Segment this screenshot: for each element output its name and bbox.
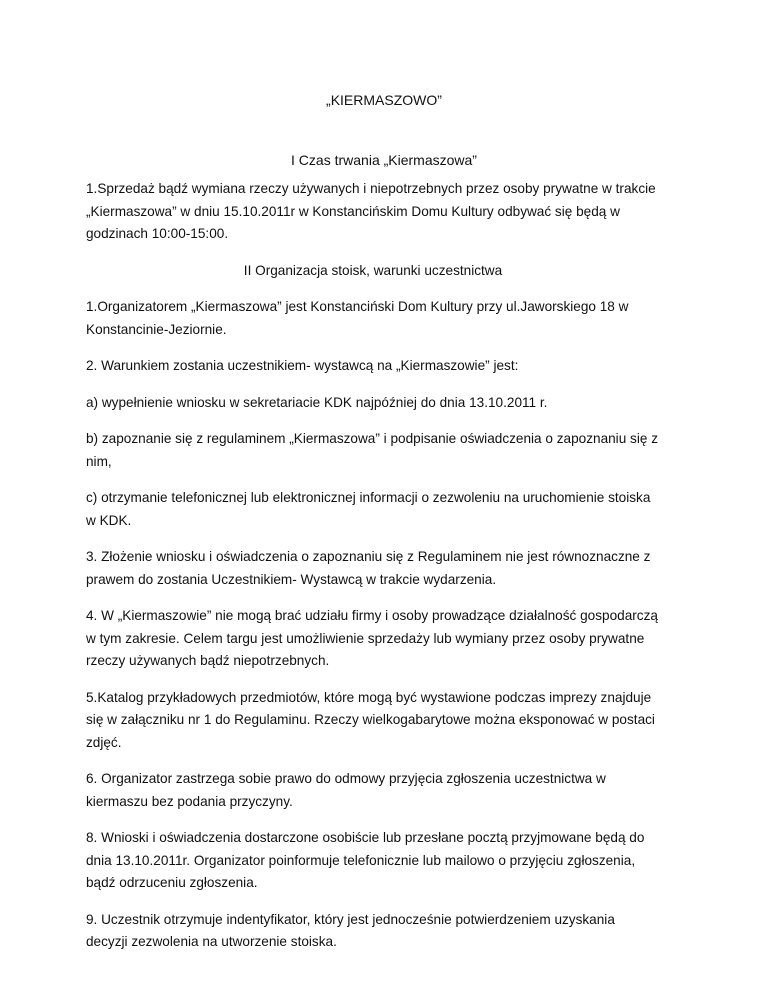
- document-body: [86, 178, 660, 968]
- paragraph-c: c) otrzymanie telefonicznej lub elektronicznej informacji o zezwoleniu na uruchomienie stoiska w KDK.: [86, 490, 651, 528]
- paragraph-condition: 2. Warunkiem zostania uczestnikiem- wystawcą na „Kiermaszowie” jest:: [86, 358, 519, 373]
- paragraph-8: 8. Wnioski i oświadczenia dostarczone osobiście lub przesłane pocztą przyjmowane będą do dnia 13.10.2011r. Organizator poinformuje telefonicznie lub mailowo o przyjęciu zgłoszenia, bądź odrzuceniu zgłoszenia.: [86, 830, 645, 890]
- paragraph-6: 6. Organizator zastrzega sobie prawo do odmowy przyjęcia zgłoszenia uczestnictwa w kiermaszu bez podania przyczyny.: [86, 771, 606, 809]
- paragraph-9: 9. Uczestnik otrzymuje indentyfikator, który jest jednocześnie potwierdzeniem uzyskania decyzji zezwolenia na utworzenie stoiska.: [86, 911, 615, 949]
- paragraph-5: 5.Katalog przykładowych przedmiotów, które mogą być wystawione podczas imprezy znajduje się w załączniku nr 1 do Regulaminu. Rzeczy wielkogabarytowe można eksponować w postaci zdjęć.: [86, 689, 655, 750]
- paragraph-organizer: 1.Organizatorem „Kiermaszowa” jest Konstanciński Dom Kultury przy ul.Jaworskiego 18 w Konstancinie-Jeziornie.: [86, 299, 629, 337]
- section-1-paragraph-1: 1.Sprzedaż bądź wymiana rzeczy używanych i niepotrzebnych przez osoby prywatne w trakcie „Kiermaszowa” w dniu 15.10.2011r w Konstancińskim Domu Kultury odbywać się będą w godzinach 10:00-15:00.: [86, 181, 656, 241]
- paragraph-b: b) zapoznanie się z regulaminem „Kiermaszowa” i podpisanie oświadczenia o zapoznaniu się z nim,: [86, 431, 658, 469]
- section-2-heading: II Organizacja stoisk, warunki uczestnictwa: [243, 262, 503, 278]
- document-title: „KIERMASZOWO”: [326, 92, 442, 108]
- paragraph-4: 4. W „Kiermaszowie” nie mogą brać udziału firmy i osoby prowadzące działalność gospodarczą w tym zakresie. Celem targu jest umożliwienie sprzedaży lub wymiany przez osoby prywatne rzeczy używanych bądź niepotrzebnych.: [86, 608, 658, 668]
- paragraph-3: 3. Złożenie wniosku i oświadczenia o zapoznaniu się z Regulaminem nie jest równoznaczne z prawem do zostania Uczestnikiem- Wystawcą w trakcie wydarzenia.: [86, 549, 651, 587]
- paragraph-a: a) wypełnienie wniosku w sekretariacie KDK najpóźniej do dnia 13.10.2011 r.: [86, 394, 548, 410]
- section-1-heading: I Czas trwania „Kiermaszowa”: [291, 152, 477, 168]
